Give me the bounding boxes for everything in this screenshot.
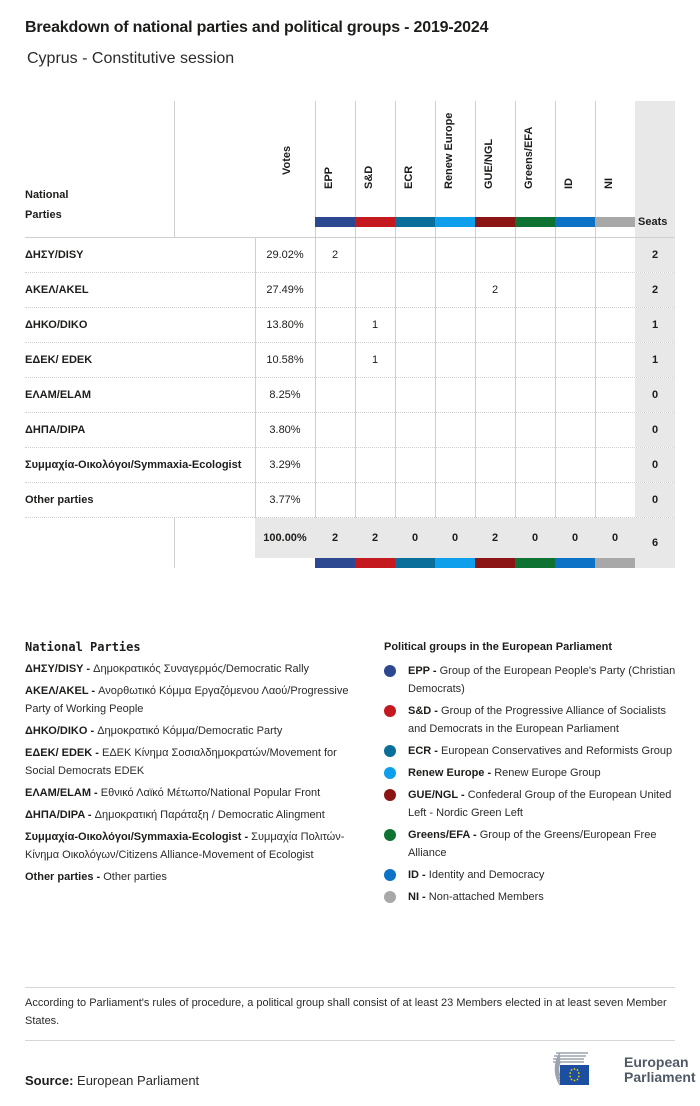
group-seat-count [435,238,475,272]
group-seat-count [355,413,395,447]
table-row [25,307,675,342]
table-row [25,482,675,517]
logo-text: European Parliament [624,1054,696,1085]
group-color-bar [555,217,595,227]
group-seat-count [555,413,595,447]
group-seat-count [515,448,555,482]
group-seat-count [395,413,435,447]
group-total: 0 [395,518,435,558]
group-legend-item: Greens/EFA - Group of the Greens/European Free Alliance [384,826,679,862]
group-color-dot-icon [384,665,396,677]
group-seat-count [475,378,515,412]
parliament-hemicycle-icon [526,1049,621,1089]
group-seat-count [555,238,595,272]
table-row [25,342,675,377]
group-total: 0 [435,518,475,558]
group-total: 2 [355,518,395,558]
group-column-header: EPP [315,101,355,227]
party-legend-item: Συμμαχία-Οικολόγοι/Symmaxia-Ecologist - Συμμαχία Πολιτών-Κίνημα Οικολόγων/Citizens Alliance-Movement of Ecologist [25,831,345,861]
national-parties-header: National Parties [25,189,69,221]
group-seat-count [515,308,555,342]
group-color-bar [475,558,515,568]
vote-share: 13.80% [266,319,304,331]
group-color-bar [355,217,395,227]
table-row [25,412,675,447]
group-seat-count [435,308,475,342]
table-row [25,237,675,272]
group-total: 2 [315,518,355,558]
group-legend-item: GUE/NGL - Confederal Group of the European United Left - Nordic Green Left [384,786,679,822]
group-seat-count [595,413,635,447]
footnote: According to Parliament's rules of procedure, a political group shall consist of at least 23 Members elected in at least seven Member States. [25,997,667,1027]
group-legend-item: EPP - Group of the European People's Party (Christian Democrats) [384,662,679,698]
group-seat-count [395,273,435,307]
table-row [25,447,675,482]
group-seat-count [395,308,435,342]
group-legend-item: S&D - Group of the Progressive Alliance of Socialists and Democrats in the European Parliament [384,702,679,738]
group-legend-item: Renew Europe - Renew Europe Group [384,764,679,782]
table-row [25,377,675,412]
group-column-header: GUE/NGL [475,101,515,227]
vote-share: 10.58% [266,354,304,366]
group-column-header: S&D [355,101,395,227]
vote-share: 8.25% [269,389,301,401]
group-color-bar [435,558,475,568]
seats-total: 6 [635,518,675,568]
group-seat-count [475,483,515,517]
group-color-dot-icon [384,891,396,903]
vote-share: 27.49% [266,284,304,296]
total-seats: 2 [635,238,675,272]
group-seat-count [315,343,355,377]
group-seat-count [595,483,635,517]
group-seat-count: 2 [491,284,499,296]
group-total: 0 [515,518,555,558]
group-seat-count [555,343,595,377]
group-seat-count [595,238,635,272]
group-seat-count [435,413,475,447]
group-seat-count: 1 [371,319,379,331]
group-column-header: ECR [395,101,435,227]
group-seat-count [395,448,435,482]
party-legend-item: ΔΗΣΥ/DISY - Δημοκρατικός Συναγερμός/Democratic Rally [25,663,310,675]
group-seat-count [595,308,635,342]
group-legend-item: ECR - European Conservatives and Reformists Group [384,742,679,760]
group-total: 0 [595,518,635,558]
group-color-dot-icon [384,829,396,841]
group-seat-count [315,483,355,517]
group-color-bar [315,217,355,227]
political-groups-legend [384,641,679,910]
party-name: Συμμαχία-Οικολόγοι/Symmaxia-Ecologist [25,459,242,471]
source-line: Source: European Parliament [25,1073,200,1088]
total-seats: 1 [635,343,675,377]
table-header [25,101,675,237]
group-seat-count [435,378,475,412]
group-seat-count [395,483,435,517]
group-seat-count [435,448,475,482]
group-color-bar [475,217,515,227]
group-color-bar [595,558,635,568]
group-seat-count [395,343,435,377]
group-seat-count [595,273,635,307]
total-seats: 1 [635,308,675,342]
vote-share: 3.77% [269,494,301,506]
group-seat-count [315,378,355,412]
group-column-header: ID [555,101,595,227]
vote-share: 3.29% [269,459,301,471]
legend-title: National Parties [25,640,141,654]
group-seat-count [515,238,555,272]
group-column-header: Renew Europe [435,101,475,227]
votes-header: Votes [281,145,293,175]
group-seat-count [555,378,595,412]
party-name: ΕΛΑΜ/ELAM [25,389,91,401]
national-parties-legend [25,640,365,890]
group-seat-count [435,343,475,377]
group-color-bar [555,558,595,568]
group-column-header: NI [595,101,635,227]
group-seat-count [355,448,395,482]
total-seats: 2 [635,273,675,307]
total-seats: 0 [635,448,675,482]
group-column-header: Greens/EFA [515,101,555,227]
total-seats: 0 [635,413,675,447]
group-seat-count [595,378,635,412]
group-seat-count [515,343,555,377]
group-seat-count [475,448,515,482]
group-seat-count [355,483,395,517]
group-seat-count [595,448,635,482]
party-name: ΔΗΠΑ/DIPA [25,424,86,436]
group-color-bar [595,217,635,227]
group-seat-count [515,273,555,307]
group-seat-count [595,343,635,377]
group-seat-count [315,273,355,307]
group-seat-count [395,238,435,272]
group-seat-count [355,378,395,412]
group-seat-count: 2 [331,249,339,261]
seats-header: Seats [635,101,675,237]
group-seat-count [475,238,515,272]
chart-title: Breakdown of national parties and political groups - 2019-2024 [25,19,489,36]
party-name: ΔΗΚΟ/DIKO [25,319,88,331]
group-seat-count [315,308,355,342]
group-color-dot-icon [384,705,396,717]
divider [174,101,175,237]
total-seats: 0 [635,483,675,517]
group-seat-count [475,308,515,342]
group-seat-count [315,413,355,447]
group-color-dot-icon [384,767,396,779]
group-total: 2 [475,518,515,558]
divider [174,518,175,568]
party-name: ΕΔΕΚ/ EDEK [25,354,93,366]
group-color-bar [515,217,555,227]
legend-title: Political groups in the European Parliament [384,641,612,653]
group-seat-count [355,273,395,307]
group-seat-count [475,413,515,447]
table-row [25,272,675,307]
group-seat-count [435,483,475,517]
party-legend-item: ΑΚΕΛ/AKEL - Ανορθωτικό Κόμμα Εργαζόμενου Λαού/Progressive Party of Working People [25,685,349,715]
party-name: Other parties [25,494,94,506]
group-color-dot-icon [384,869,396,881]
group-seat-count [555,273,595,307]
group-seat-count [355,238,395,272]
votes-total: 100.00% [255,518,315,558]
chart-subtitle: Cyprus - Constitutive session [27,50,235,67]
vote-share: 29.02% [266,249,304,261]
group-legend-item: NI - Non-attached Members [384,888,679,906]
group-seat-count [515,413,555,447]
group-seat-count [555,448,595,482]
vote-share: 3.80% [269,424,301,436]
group-seat-count [395,378,435,412]
divider [25,1040,675,1041]
group-color-dot-icon [384,789,396,801]
party-legend-item: Other parties - Other parties [25,871,167,883]
group-color-bar [395,558,435,568]
group-seat-count: 1 [371,354,379,366]
party-legend-item: ΔΗΚΟ/DIKO - Δημοκρατικό Κόμμα/Democratic Party [25,725,283,737]
group-seat-count [315,448,355,482]
group-seat-count [515,378,555,412]
group-seat-count [555,308,595,342]
group-color-bar [355,558,395,568]
group-seat-count [435,273,475,307]
group-seat-count [475,343,515,377]
totals-row [25,517,675,567]
group-color-bar [515,558,555,568]
group-color-dot-icon [384,745,396,757]
party-legend-item: ΕΔΕΚ/ EDEK - ΕΔΕΚ Κίνημα Σοσιαλδημοκρατών/Movement for Social Democrats EDEK [25,747,337,777]
breakdown-table [25,101,675,567]
party-name: ΑΚΕΛ/AKEL [25,284,89,296]
group-color-bar [435,217,475,227]
group-color-bar [395,217,435,227]
divider [25,987,675,988]
group-seat-count [555,483,595,517]
group-total: 0 [555,518,595,558]
total-seats: 0 [635,378,675,412]
group-seat-count [515,483,555,517]
group-legend-item: ID - Identity and Democracy [384,866,679,884]
group-color-bar [315,558,355,568]
european-parliament-logo [526,1049,696,1089]
party-legend-item: ΕΛΑΜ/ELAM - Εθνικό Λαϊκό Μέτωπο/National Popular Front [25,787,321,799]
party-name: ΔΗΣΥ/DISY [25,249,84,261]
party-legend-item: ΔΗΠΑ/DIPA - Δημοκρατική Παράταξη / Democratic Alingment [25,809,325,821]
